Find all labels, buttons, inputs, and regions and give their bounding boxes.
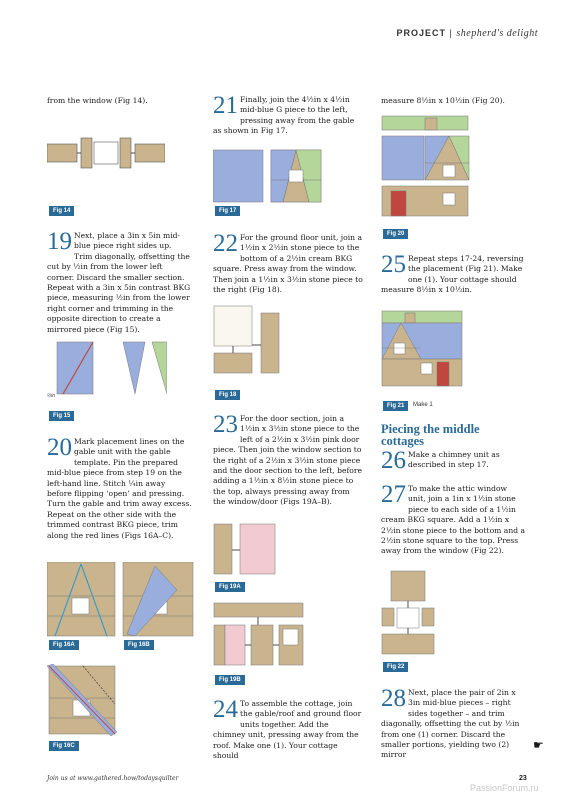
step-19-number: 19 [47,228,72,255]
fig22-label: Fig 22 [383,662,408,672]
column-3-intro [381,96,526,106]
step-19-text: Next, place a 3in x 5in mid-blue piece right sides up. Trim diagonally, offsetting the cut by ½in from the lower left corner. Discard the smaller section. Repeat with a 3in x 5in contrast BKG piece, measuring ½in from the lower right corner and trimming in the opposite direction to create a mirrored piece (Fig 15). [47,231,191,334]
fig19a-diagram [213,520,293,578]
step-20 [47,434,192,541]
step-19 [47,228,192,335]
fig20-diagram [381,115,471,219]
step-25-text: Repeat steps 17-24, reversing the placement (Fig 21). Make one (1). Your cottage should measure 8½in x 10½in. [381,254,524,295]
step-21 [213,92,363,137]
fig16a-16b-diagram [47,562,197,638]
footer-join-link[interactable]: Join us at www.gathered.how/todaysquilter [47,775,179,782]
step-28-text: Next, place the pair of 2in x 3in mid-blue pieces – right sides together – and trim diagonally, offsetting the cut by ½in from one (1) corner. Discard the smaller portions, yielding two (2) mirror [381,688,520,760]
watermark: PassionForum.ru [470,783,539,793]
fig16b-label: Fig 16B [124,640,154,650]
column-1-intro [47,96,192,106]
col3-intro-text: measure 8½in x 10½in (Fig 20). [381,96,505,105]
step-24-text: To assemble the cottage, join the gable/roof and ground floor units together. Add the chimney unit, pressing away from the roof. Make one (1). Your cottage should [213,699,362,761]
step-25 [381,251,526,296]
step-20-number: 20 [47,434,72,461]
fig14-diagram [47,136,165,170]
header-pattern-name: shepherd's delight [456,28,538,39]
step-22 [213,230,363,295]
step-24-number: 24 [213,696,238,723]
running-header [397,28,538,39]
fig19b-label: Fig 19B [215,675,245,685]
step-26-number: 26 [381,447,406,474]
fig15-diagram [47,340,167,400]
fig16c-label: Fig 16C [49,741,79,751]
fig22-diagram [381,570,441,656]
header-separator: | [449,28,453,38]
fig20-label: Fig 20 [383,229,408,239]
fig19b-diagram [213,600,313,670]
section-heading-middle-cottages: Piecing the middle cottages [381,422,480,448]
step-21-text: Finally, join the 4½in x 4½in mid-blue G piece to the left, pressing away from the gable as shown in Fig 17. [213,95,355,136]
step-21-number: 21 [213,92,238,119]
fig16a-label: Fig 16A [49,640,79,650]
header-project: PROJECT [396,28,447,38]
step-25-number: 25 [381,251,406,278]
step-24 [213,696,363,761]
fig15-label: Fig 15 [49,411,74,421]
step-22-number: 22 [213,230,238,257]
step-23-number: 23 [213,411,238,438]
step-27-number: 27 [381,481,406,508]
continue-arrow-icon: ☛ [533,738,544,752]
fig17-label: Fig 17 [215,206,240,216]
fig18-diagram [213,305,293,375]
step-20-text: Mark placement lines on the gable unit with the gable template. Pin the prepared mid-blue piece from step 19 on the left-hand line. Stitch ¼in away before flipping ‘open’ and pressing. Turn the gable and trim away excess. Repeat on the other side with the trimmed contrast BKG piece, trim along the red lines (Figs 16A–C). [47,437,192,540]
step-28 [381,685,526,761]
fig15-note: ½in [47,393,56,399]
page-number: 23 [519,775,527,782]
step-23 [213,411,363,508]
fig16c-diagram [47,664,119,738]
step-22-text: For the ground floor unit, join a 1½in x 2½in stone piece to the bottom of a 2½in cream BKG square. Press away from the window. Then join a 1½in x 3½in stone piece to the right (Fig 18). [213,233,363,295]
step-26-text: Make a chimney unit as described in step 17. [408,450,500,470]
step-27 [381,481,526,557]
step-23-text: For the door section, join a 1½in x 3½in stone piece to the left of a 2½in x 3½in pink door piece. Then join the window section to the right of a 2½in x 3½in stone piece and the door section to the left, before adding a 1½in x 8½in stone piece to the top, always pressing away from the window/door (Figs 19A–B). [213,414,362,507]
fig19a-label: Fig 19A [215,582,245,592]
intro-text: from the window (Fig 14). [47,96,148,105]
fig18-label: Fig 18 [215,390,240,400]
fig17-diagram [213,148,323,204]
step-27-text: To make the attic window unit, join a 1in x 1½in stone piece to each side of a 1½in cream BKG square. Add a 1½in x 2½in stone piece to the bottom and a 2½in stone square to the top. Press away from the window (Fig 22). [381,484,526,556]
step-26 [381,447,526,474]
fig21-diagram [381,310,463,388]
fig14-label: Fig 14 [49,206,74,216]
fig21-note: Make 1 [413,402,433,408]
fig21-label: Fig 21 [383,401,408,411]
step-28-number: 28 [381,685,406,712]
